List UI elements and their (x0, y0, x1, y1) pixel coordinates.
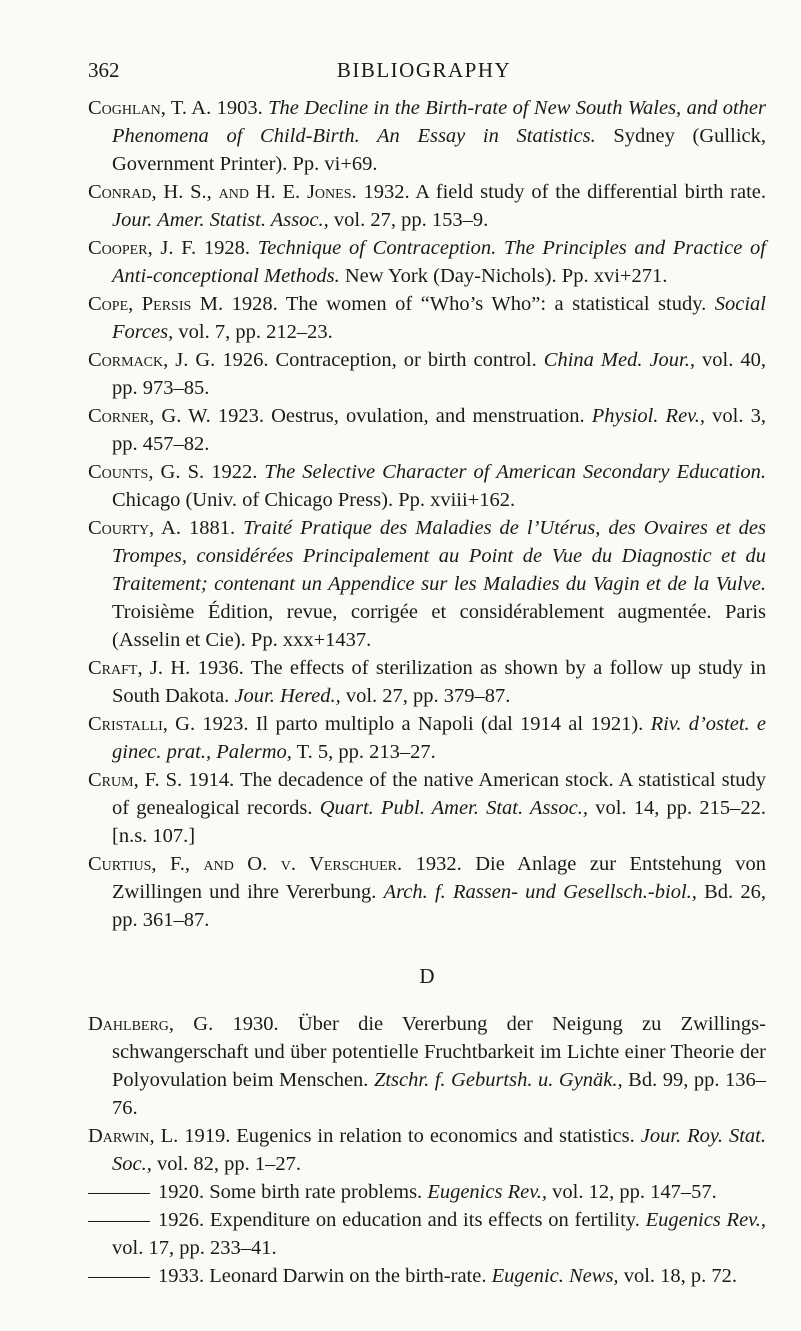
entry-text: 1914. The decadence of the native American stock. A statistical study of genealogical records. (112, 769, 767, 819)
entry-title: Eugenic. News, (491, 1265, 619, 1287)
entry-details: vol. 7, pp. 212–23. (173, 321, 333, 343)
entry-author: Courty, A. (88, 517, 181, 539)
entry-title: Jour. Amer. Statist. Assoc., (112, 209, 329, 231)
entry-details: vol. 27, pp. 379–87. (340, 685, 511, 707)
entry-title: Quart. Publ. Amer. Stat. Assoc., (319, 797, 589, 819)
entry-text: 1936. The effects of sterilization as shown by a follow up study in South Dakota. (112, 657, 766, 707)
bib-entry (88, 1122, 766, 1178)
entry-text: 1923. Il parto multiplo a Napoli (dal 1914 al 1921). (195, 713, 651, 735)
ditto-dash (88, 1221, 150, 1222)
bib-entry (88, 850, 766, 934)
entry-author: Counts, G. S. (88, 461, 205, 483)
entry-text: 1919. Eugenics in relation to economics and statistics. (178, 1125, 641, 1147)
entry-text: 1926. Expenditure on education and its effects on fertility. (158, 1209, 646, 1231)
entry-author: Crum, F. S. (88, 769, 183, 791)
entry-title: Riv. d’ostet. e ginec. prat., Palermo, (112, 713, 766, 763)
entry-details: vol. 12, pp. 147–57. (547, 1181, 717, 1203)
entry-details: vol. 82, pp. 1–27. (151, 1153, 302, 1175)
bib-entry (88, 514, 766, 654)
bib-entry (88, 290, 766, 346)
entry-author: Cristalli, G. (88, 713, 196, 735)
entry-author: Cooper, J. F. (88, 237, 197, 259)
entry-details: Sydney (Gullick, Government Printer). Pp. vi+69. (112, 125, 766, 175)
ditto-dash (88, 1277, 150, 1278)
running-head: BIBLIOGRAPHY (336, 58, 512, 82)
section-letter-d: D (419, 964, 435, 988)
entry-details: vol. 3, pp. 457–82. (112, 405, 766, 455)
bib-entry (88, 710, 766, 766)
entry-author: Craft, J. H. (88, 657, 191, 679)
entry-author: Conrad, H. S., and H. E. Jones. (88, 181, 357, 203)
entry-title: China Med. Jour., (543, 349, 696, 371)
entry-text: 1903. (211, 97, 269, 119)
entry-title: Jour. Roy. Stat. Soc., (112, 1125, 766, 1175)
entry-details: New York (Day-Nichols). Pp. xvi+271. (339, 265, 668, 287)
bib-entry (88, 94, 766, 178)
entry-title: Arch. f. Rassen- und Gesellsch.-biol., (383, 881, 697, 903)
bib-entry (88, 766, 766, 850)
bib-entry (88, 178, 766, 234)
entry-details: T. 5, pp. 213–27. (291, 741, 436, 763)
entry-details: Chicago (Univ. of Chicago Press). Pp. xviii+162. (112, 489, 516, 511)
entry-title: Ztschr. f. Geburtsh. u. Gynäk., (373, 1069, 623, 1091)
entry-text: 1932. A field study of the differential birth rate. (356, 181, 766, 203)
entry-text: 1926. Contraception, or birth control. (215, 349, 544, 371)
entry-text: 1923. Oestrus, ovulation, and menstruation. (210, 405, 592, 427)
bib-entry (88, 1206, 766, 1262)
bib-entry (88, 1010, 766, 1122)
bib-entry (88, 654, 766, 710)
entry-details: Troisième Édition, revue, corrigée et considérablement augmentée. Paris (Asselin et Cie). Pp. xxx+1437. (112, 601, 766, 651)
bib-entry (88, 1178, 766, 1206)
entry-author: Cormack, J. G. (88, 349, 216, 371)
entry-text: 1928. The women of “Who’s Who”: a statistical study. (223, 293, 715, 315)
page-header (88, 58, 760, 90)
entry-details: Bd. 26, pp. 361–87. (112, 881, 766, 931)
section-c-entries (88, 94, 766, 934)
entry-text: 1920. Some birth rate problems. (158, 1181, 428, 1203)
page-number: 362 (88, 58, 120, 82)
entry-text: 1881. (181, 517, 244, 539)
section-d-entries (88, 1010, 766, 1290)
bib-entry (88, 234, 766, 290)
entry-details: vol. 14, pp. 215–22. [n.s. 107.] (112, 797, 766, 847)
entry-details: vol. 27, pp. 153–9. (328, 209, 489, 231)
entry-author: Darwin, L. (88, 1125, 179, 1147)
entry-title: Social Forces, (112, 293, 767, 343)
entry-text: 1932. Die Anlage zur Entstehung von Zwillingen und ihre Vererbung. (112, 853, 766, 903)
bibliography-body (88, 94, 766, 1290)
entry-author: Curtius, F., and O. v. Verschuer. (88, 853, 403, 875)
entry-details: vol. 18, p. 72. (618, 1265, 738, 1287)
entry-details: Bd. 99, pp. 136–76. (112, 1069, 766, 1119)
entry-title: The Selective Character of American Secondary Education. (264, 461, 766, 483)
entry-title: Eugenics Rev., (427, 1181, 548, 1203)
ditto-dash (88, 1193, 150, 1194)
entry-text: 1933. Leonard Darwin on the birth-rate. (158, 1265, 492, 1287)
entry-text: 1922. (204, 461, 265, 483)
entry-author: Corner, G. W. (88, 405, 211, 427)
bib-entry (88, 346, 766, 402)
entry-author: Coghlan, T. A. (88, 97, 212, 119)
entry-author: Cope, Persis M. (88, 293, 224, 315)
entry-title: Physiol. Rev., (591, 405, 705, 427)
bib-entry (88, 402, 766, 458)
entry-author: Dahlberg, G. (88, 1013, 214, 1035)
entry-title: Technique of Contraception. The Principles and Practice of Anti-conceptional Methods. (112, 237, 766, 287)
entry-details: vol. 40, pp. 973–85. (112, 349, 766, 399)
entry-title: Jour. Hered., (234, 685, 341, 707)
bib-entry (88, 1262, 766, 1290)
entry-text: 1930. Über die Vererbung der Neigung zu Zwillings-schwangerschaft und über potentielle Fruchtbarkeit im Lichte einer Theorie der Polyovulation beim Menschen. (112, 1013, 766, 1091)
entry-title: Traité Pratique des Maladies de l’Utérus, des Ovaires et des Trompes, considérées Principalement au Point de Vue du Diagnostic et du Traitement; contenant un Appendice sur les Maladies du Vagin et de la Vulve. (112, 517, 767, 595)
bib-entry (88, 458, 766, 514)
entry-text: 1928. (196, 237, 258, 259)
entry-title: Eugenics Rev., (645, 1209, 767, 1231)
entry-title: The Decline in the Birth-rate of New South Wales, and other Phenomena of Child-Birth. An Essay in Statistics. (112, 97, 766, 147)
entry-details: vol. 17, pp. 233–41. (112, 1237, 277, 1259)
